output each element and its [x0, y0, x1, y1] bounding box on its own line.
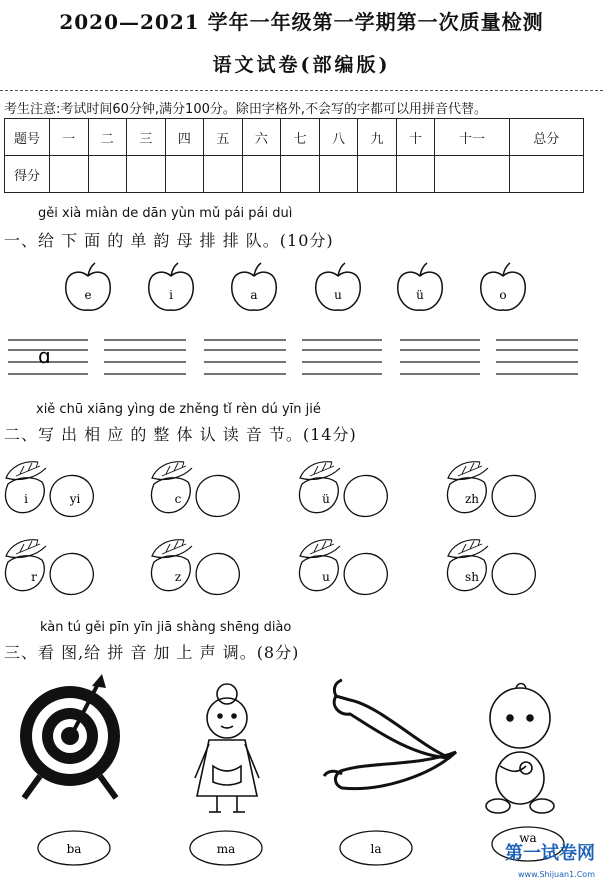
answer-oval[interactable]	[38, 831, 110, 865]
score-input-cell[interactable]	[435, 156, 509, 193]
score-input-cell[interactable]	[50, 156, 89, 193]
apple-icon	[232, 263, 276, 310]
writing-grid[interactable]	[0, 334, 603, 384]
exam-subtitle: 语文试卷(部编版)	[212, 54, 391, 76]
mango-pair	[447, 462, 535, 517]
answer-text: la	[370, 842, 382, 856]
score-cell: 二	[88, 119, 127, 156]
mango-right-label: yi	[69, 492, 81, 506]
score-label: 得分	[5, 156, 50, 193]
mango-pair	[151, 540, 239, 595]
answer-text: wa	[519, 831, 537, 845]
apple-icon	[149, 263, 193, 310]
mother-figure	[195, 684, 259, 812]
apple-row	[0, 262, 603, 332]
score-cell: 十一	[435, 119, 509, 156]
watermark-url: www.Shijuan1.Com	[518, 870, 595, 879]
score-input-cell[interactable]	[319, 156, 358, 193]
score-input-cell[interactable]	[396, 156, 435, 193]
q1-pinyin: gěi xià miàn de dān yùn mǔ pái pái duì	[38, 206, 293, 221]
score-cell: 总分	[509, 119, 583, 156]
mango-pair	[447, 540, 535, 595]
q3-title: 三、看 图,给 拼 音 加 上 声 调。(8分)	[4, 643, 300, 662]
score-cell: 十	[396, 119, 435, 156]
apple-letter: i	[169, 288, 173, 302]
mango-pair	[5, 462, 93, 517]
mango-left-label: zh	[464, 492, 480, 506]
pepper-icon	[324, 680, 456, 789]
mango-pair	[151, 462, 239, 517]
mango-left-label: i	[24, 492, 28, 506]
mango-left-label: ü	[322, 492, 330, 506]
apple-letter: a	[250, 288, 258, 302]
score-input-cell[interactable]	[242, 156, 281, 193]
apple-letter: ü	[416, 288, 424, 302]
score-cell: 五	[204, 119, 243, 156]
mango-left-label: r	[31, 570, 37, 584]
score-cell: 七	[281, 119, 320, 156]
score-input-cell[interactable]	[165, 156, 204, 193]
apple-letter: u	[334, 288, 342, 302]
apple-letter: o	[499, 288, 507, 302]
answer-text: ba	[66, 842, 82, 856]
baby-figure	[486, 684, 554, 814]
apple-icon	[316, 263, 360, 310]
apple-icon	[398, 263, 442, 310]
mango-pair	[299, 540, 387, 595]
score-table	[4, 118, 584, 193]
answer-text: ma	[216, 842, 236, 856]
mango-pair	[5, 540, 93, 595]
score-cell: 一	[50, 119, 89, 156]
answer-oval[interactable]	[340, 831, 412, 865]
q1-title: 一、给 下 面 的 单 韵 母 排 排 队。(10分)	[4, 231, 334, 250]
target-icon	[20, 674, 120, 798]
score-cell: 四	[165, 119, 204, 156]
score-input-cell[interactable]	[281, 156, 320, 193]
q1-example-answer: ɑ	[38, 344, 51, 368]
mango-left-label: u	[322, 570, 330, 584]
mango-pair	[299, 462, 387, 517]
score-cell: 题号	[5, 119, 50, 156]
mango-left-label: z	[174, 570, 182, 584]
score-cell: 八	[319, 119, 358, 156]
score-input-cell[interactable]	[88, 156, 127, 193]
score-input-cell[interactable]	[509, 156, 583, 193]
exam-title: 2020—2021 学年一年级第一学期第一次质量检测	[59, 10, 544, 34]
q2-title: 二、写 出 相 应 的 整 体 认 读 音 节。(14分)	[4, 425, 357, 444]
score-input-cell[interactable]	[358, 156, 397, 193]
mango-grid	[0, 458, 603, 608]
exam-notice: 考生注意:考试时间60分钟,满分100分。除田字格外,不会写的字都可以用拼音代替。	[4, 102, 488, 117]
q2-pinyin: xiě chū xiāng yìng de zhěng tǐ rèn dú yīn jié	[36, 402, 321, 417]
score-cell: 九	[358, 119, 397, 156]
apple-letter: e	[84, 288, 92, 302]
score-table-score-row	[5, 156, 584, 193]
mango-left-label: sh	[465, 570, 479, 584]
score-input-cell[interactable]	[127, 156, 166, 193]
watermark-logo: 第一试卷网	[505, 843, 595, 864]
score-table-header-row	[5, 119, 584, 156]
score-cell: 六	[242, 119, 281, 156]
score-input-cell[interactable]	[204, 156, 243, 193]
mango-left-label: c	[174, 492, 182, 506]
score-cell: 三	[127, 119, 166, 156]
answer-oval[interactable]	[190, 831, 262, 865]
apple-icon	[481, 263, 525, 310]
q3-pinyin: kàn tú gěi pīn yīn jiā shàng shēng diào	[40, 620, 292, 635]
divider	[0, 90, 603, 91]
apple-icon	[66, 263, 110, 310]
